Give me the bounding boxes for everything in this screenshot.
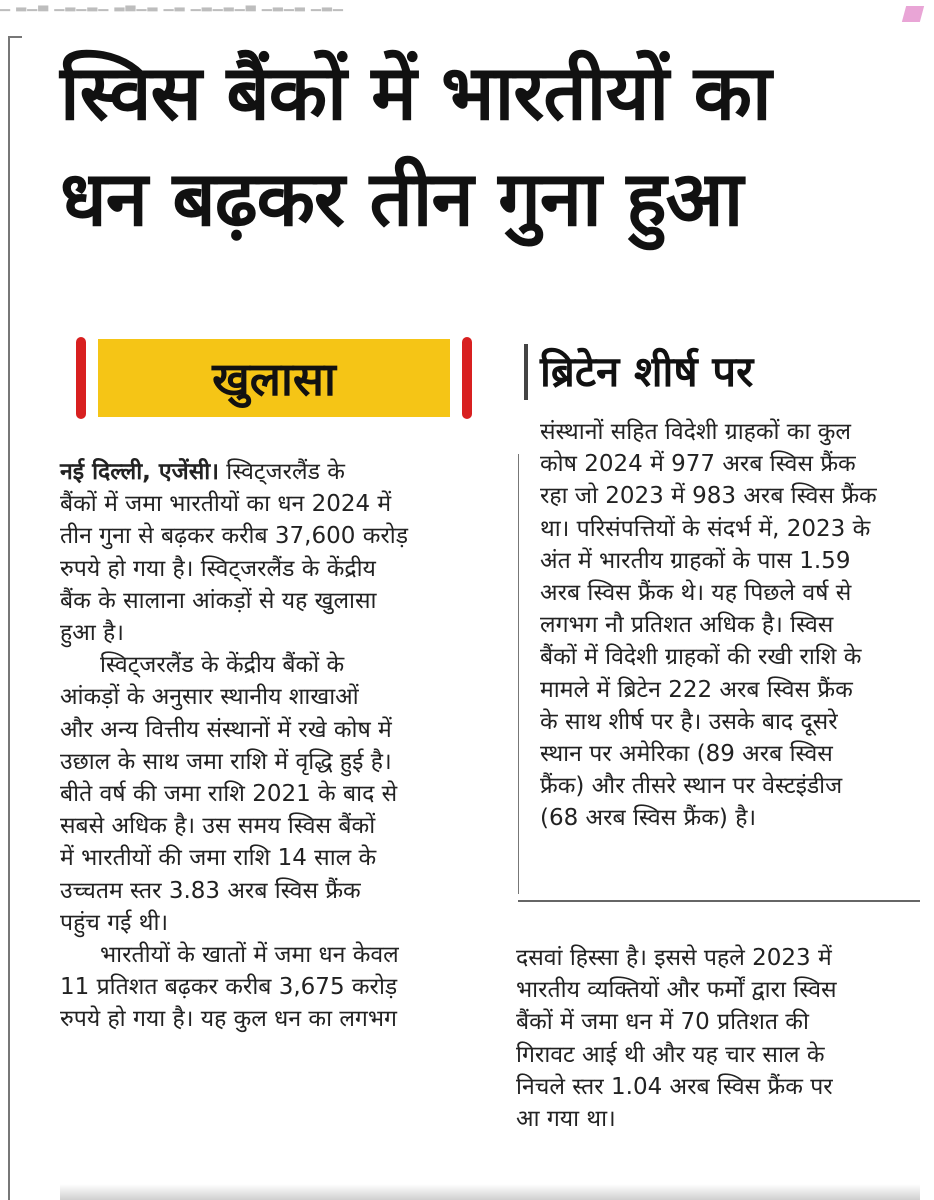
dateline: नई दिल्ली, एजेंसी।	[60, 459, 219, 485]
cropped-bottom-edge	[60, 1184, 920, 1200]
sidebar-line: बैंकों में विदेशी ग्राहकों की रखी राशि के	[540, 644, 862, 671]
sidebar-line: संस्थानों सहित विदेशी ग्राहकों का कुल	[540, 419, 851, 445]
banner-label: खुलासा	[98, 339, 450, 417]
subhead-rule	[524, 344, 528, 400]
paragraph-line: और अन्य वित्तीय संस्थानों में रखे कोष में	[60, 716, 392, 743]
paragraph-line: बैंकों में जमा भारतीयों का धन 2024 में	[60, 491, 392, 518]
sidebar-line: स्थान पर अमेरिका (89 अरब स्विस	[540, 741, 833, 768]
paragraph-line: उछाल के साथ जमा राशि में वृद्धि हुई है।	[60, 748, 392, 775]
banner-right-cap	[462, 337, 472, 419]
banner-left-cap	[76, 337, 86, 419]
sidebar-line: लगभग नौ प्रतिशत अधिक है। स्विस	[540, 612, 834, 639]
sidebar-line: कोष 2024 में 977 अरब स्विस फ्रैंक	[540, 451, 856, 478]
left-border-tick	[8, 36, 22, 38]
paragraph-line: तीन गुना से बढ़कर करीब 37,600 करोड़	[60, 523, 409, 550]
continued-line: भारतीय व्यक्तियों और फर्मों द्वारा स्विस	[516, 977, 837, 1004]
headline-line-2: धन बढ़कर तीन गुना हुआ	[60, 154, 743, 243]
headline	[60, 40, 920, 252]
paragraph-line: 11 प्रतिशत बढ़कर करीब 3,675 करोड़	[60, 974, 398, 1001]
sidebar-line: फ्रैंक) और तीसरे स्थान पर वेस्टइंडीज	[540, 773, 843, 800]
paragraph-line: आंकड़ों के अनुसार स्थानीय शाखाओं	[60, 684, 359, 711]
right-column	[540, 416, 924, 835]
paragraph-text: स्विट्जरलैंड के	[218, 459, 345, 485]
continued-line: गिरावट आई थी और यह चार साल के	[516, 1041, 825, 1068]
sidebar-title: ब्रिटेन शीर्ष पर	[540, 347, 754, 396]
paragraph-line: भारतीयों के खातों में जमा धन केवल	[100, 942, 399, 969]
sidebar-line: अंत में भारतीय ग्राहकों के पास 1.59	[540, 547, 851, 574]
sidebar-line: के साथ शीर्ष पर है। उसके बाद दूसरे	[540, 708, 838, 735]
continued-line: बैंकों में जमा धन में 70 प्रतिशत की	[516, 1009, 809, 1036]
paragraph-line-1	[60, 456, 510, 488]
column-divider	[518, 454, 519, 894]
left-column	[60, 456, 510, 1036]
sidebar-bottom-rule	[518, 900, 920, 902]
continued-line: आ गया था।	[516, 1106, 616, 1133]
sidebar-line: मामले में ब्रिटेन 222 अरब स्विस फ्रैंक	[540, 676, 853, 703]
sidebar-line: रहा जो 2023 में 983 अरब स्विस फ्रैंक	[540, 483, 877, 510]
continued-line: निचले स्तर 1.04 अरब स्विस फ्रैंक पर	[516, 1073, 833, 1100]
paragraph-line: बैंक के सालाना आंकड़ों से यह खुलासा	[60, 587, 377, 614]
right-bottom-column	[516, 942, 924, 1135]
corner-mark	[902, 6, 924, 22]
headline-line-1: स्विस बैंकों में भारतीयों का	[60, 48, 771, 137]
paragraph-line: बीते वर्ष की जमा राशि 2021 के बाद से	[60, 781, 398, 808]
paragraph-line: पहुंच गई थी।	[60, 909, 169, 936]
paragraph-line: हुआ है।	[60, 620, 124, 647]
paragraph-line: उच्चतम स्तर 3.83 अरब स्विस फ्रैंक	[60, 877, 361, 904]
paragraph-line: में भारतीयों की जमा राशि 14 साल के	[60, 845, 377, 872]
sidebar-line: अरब स्विस फ्रैंक थे। यह पिछले वर्ष से	[540, 580, 852, 607]
paragraph-line: स्विट्जरलैंड के केंद्रीय बैंकों के	[100, 652, 345, 679]
left-border-rule	[8, 36, 10, 1200]
paragraph-line: रुपये हो गया है। स्विट्जरलैंड के केंद्रीय	[60, 555, 376, 582]
paragraph-line: रुपये हो गया है। यह कुल धन का लगभग	[60, 1006, 397, 1033]
paragraph-line: सबसे अधिक है। उस समय स्विस बैंकों	[60, 813, 376, 840]
continued-line: दसवां हिस्सा है। इससे पहले 2023 में	[516, 945, 832, 971]
sidebar-line: (68 अरब स्विस फ्रैंक) है।	[540, 805, 757, 832]
section-banner	[76, 337, 472, 419]
sidebar-line: था। परिसंपत्तियों के संदर्भ में, 2023 के	[540, 515, 871, 542]
cropped-top-text: ▁ ▂▁▃ ▁▂▁▂▁ ▂▃▁▂ ▁▂ ▁▂▁▂▁▃ ▁▂▁▂ ▁▂▁	[0, 0, 344, 12]
